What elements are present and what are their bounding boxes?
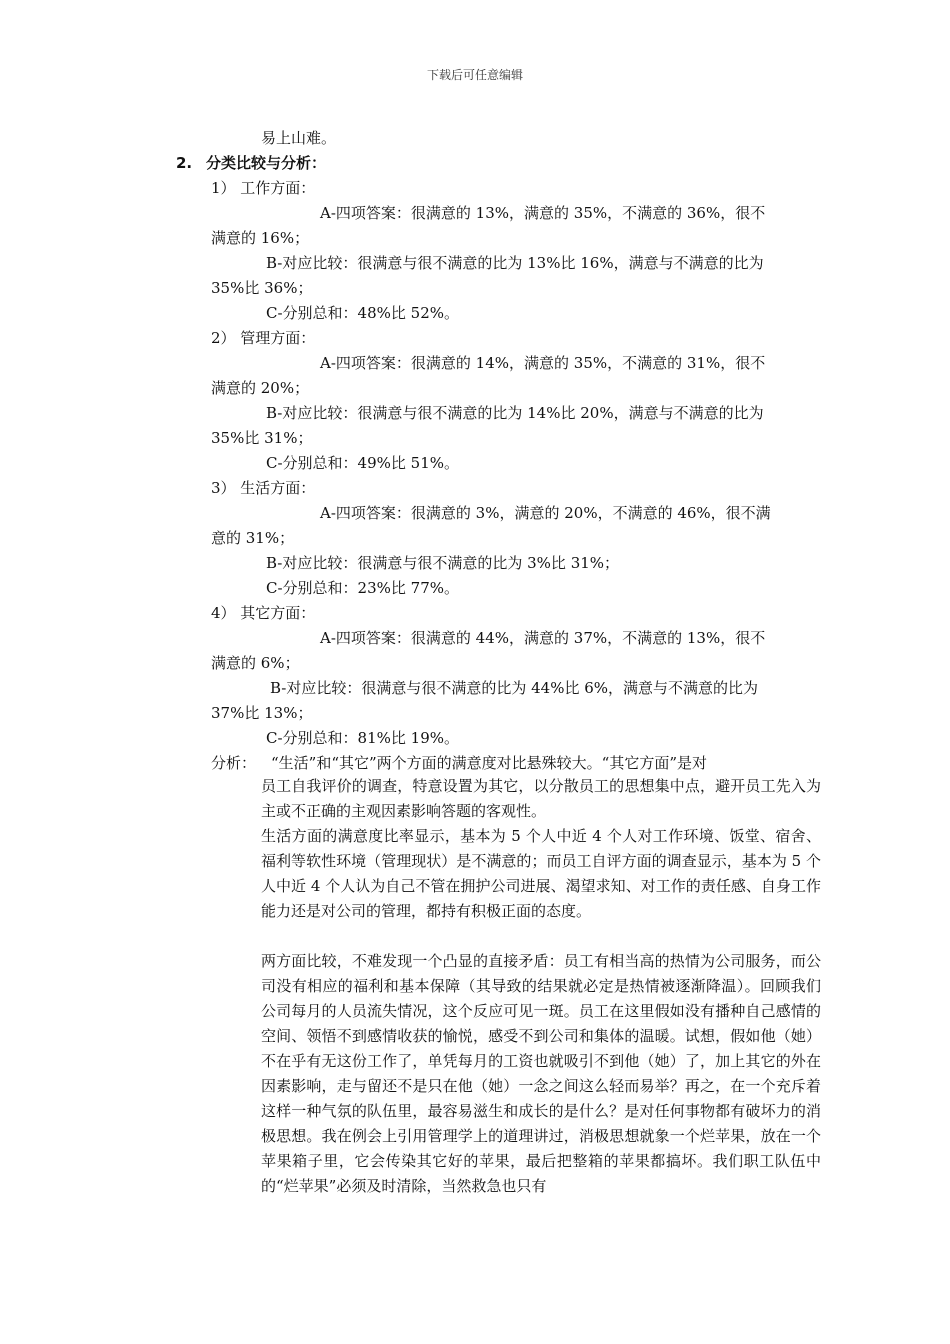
group-4-answers-line1: A-四项答案：很满意的 44%，满意的 37%，不满意的 13%，很不	[320, 629, 766, 647]
group-4-title: 4） 其它方面：	[211, 604, 316, 622]
group-1-compare-line2: 35%比 36%；	[211, 279, 313, 297]
group-1-compare-line1: B-对应比较：很满意与很不满意的比为 13%比 16%，满意与不满意的比为	[266, 254, 764, 272]
group-4-answers-line2: 满意的 6%；	[211, 654, 300, 672]
analysis-paragraph-3: 两方面比较，不难发现一个凸显的直接矛盾：员工有相当高的热情为公司服务，而公司没有相应的福利和基本保障（其导致的结果就必定是热情被逐渐降温）。回顾我们公司每月的人员流失情况，这个反应可见一斑。员工在这里假如没有播种自己感情的空间、领悟不到感情收获的愉悦，感受不到公司和集体的温暖。试想，假如他（她）不在乎有无这份工作了，单凭每月的工资也就吸引不到他（她）了，加上其它的外在因素影响，走与留还不是只在他（她）一念之间这么轻而易举？再之，在一个充斥着这样一种气氛的队伍里，最容易滋生和成长的是什么？是对任何事物都有破坏力的消极思想。我在例会上引用管理学上的道理讲过，消极思想就象一个烂苹果，放在一个苹果箱子里，它会传染其它好的苹果，最后把整箱的苹果都搞坏。我们职工队伍中的“烂苹果”必须及时清除，当然救急也只有	[261, 952, 821, 1195]
section-number: 2.	[176, 154, 193, 172]
analysis-paragraph-2: 生活方面的满意度比率显示，基本为 5 个人中近 4 个人对工作环境、饭堂、宿舍、福利等软性环境（管理现状）是不满意的；而员工自评方面的调查显示，基本为 5 个人中近 4 个人认为自己不管在拥护公司进展、渴望求知、对工作的责任感、自身工作能力还是对公司的管理，都持有积极正面的态度。	[261, 827, 821, 920]
group-1-answers-line2: 满意的 16%；	[211, 229, 310, 247]
section-title: 分类比较与分析：	[206, 154, 327, 172]
group-2-title: 2） 管理方面：	[211, 329, 316, 347]
group-2-compare-line2: 35%比 31%；	[211, 429, 313, 447]
intro-line: 易上山难。	[261, 129, 337, 147]
analysis-label: 分析：	[211, 754, 257, 772]
group-1-answers-line1: A-四项答案：很满意的 13%，满意的 35%，不满意的 36%，很不	[320, 204, 766, 222]
group-2-sum: C-分别总和：49%比 51%。	[266, 454, 459, 472]
group-2-answers-line1: A-四项答案：很满意的 14%，满意的 35%，不满意的 31%，很不	[320, 354, 766, 372]
group-3-answers-line2: 意的 31%；	[211, 529, 295, 547]
group-3-answers-line1: A-四项答案：很满意的 3%，满意的 20%，不满意的 46%，很不满	[320, 504, 771, 522]
group-4-compare-line2: 37%比 13%；	[211, 704, 313, 722]
page-header: 下载后可任意编辑	[426, 68, 523, 82]
group-1-sum: C-分别总和：48%比 52%。	[266, 304, 459, 322]
analysis-paragraph-1: 员工自我评价的调查，特意设置为其它，以分散员工的思想集中点，避开员工先入为主或不正确的主观因素影响答题的客观性。	[261, 777, 821, 820]
group-2-compare-line1: B-对应比较：很满意与很不满意的比为 14%比 20%，满意与不满意的比为	[266, 404, 764, 422]
analysis-first-line: “生活”和“其它”两个方面的满意度对比悬殊较大。“其它方面”是对	[271, 754, 708, 772]
group-3-title: 3） 生活方面：	[211, 479, 316, 497]
group-3-compare-line1: B-对应比较：很满意与很不满意的比为 3%比 31%；	[266, 554, 620, 572]
group-4-sum: C-分别总和：81%比 19%。	[266, 729, 459, 747]
group-2-answers-line2: 满意的 20%；	[211, 379, 310, 397]
group-4-compare-line1: B-对应比较：很满意与很不满意的比为 44%比 6%，满意与不满意的比为	[270, 679, 759, 697]
group-1-title: 1） 工作方面：	[211, 179, 316, 197]
group-3-sum: C-分别总和：23%比 77%。	[266, 579, 459, 597]
